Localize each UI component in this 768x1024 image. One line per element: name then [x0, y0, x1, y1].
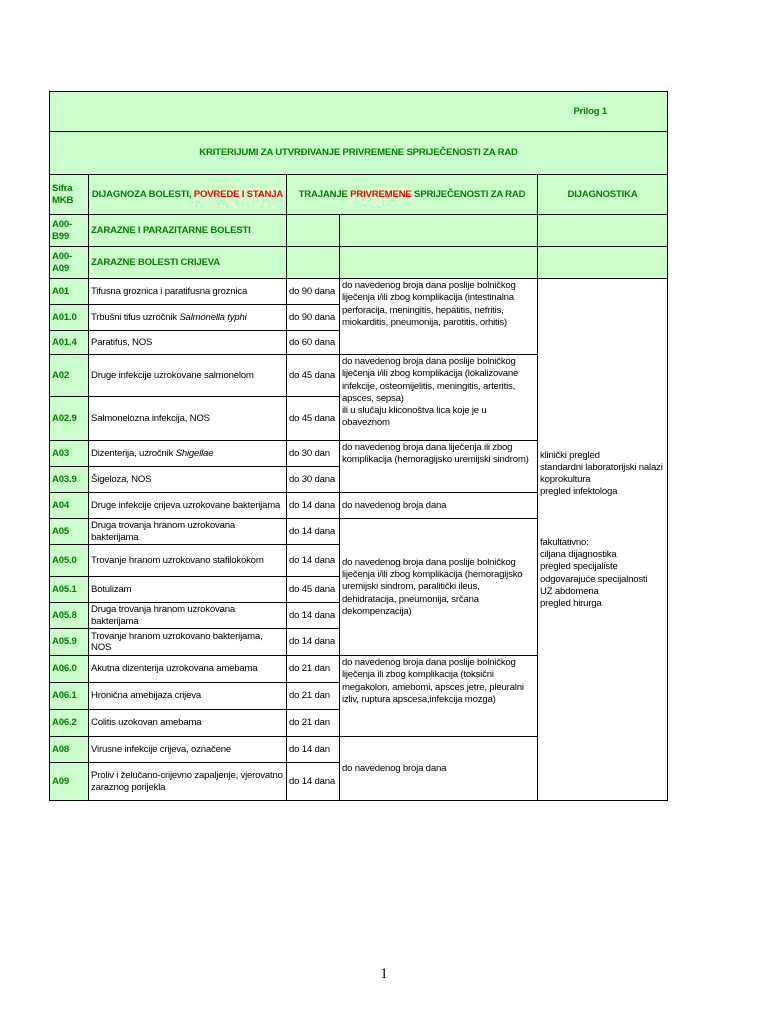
diagnostics-cell	[538, 279, 668, 801]
row-code: A04	[50, 493, 89, 519]
diagnostics-optional: fakultativno: ciljana dijagnostika pregled specijaliste odgovarajuće specijalnosti UZ abdomena pregled hirurga	[540, 536, 648, 610]
row-duration: do 14 dana	[287, 763, 340, 801]
row-diagnosis: Trovanje hranom uzrokovano stafilokokom	[89, 545, 287, 577]
row-duration: do 14 dana	[287, 493, 340, 519]
title-row	[50, 132, 668, 175]
row-diagnosis: Šigeloza, NOS	[89, 467, 287, 493]
group-name: ZARAZNE I PARAZITARNE BOLESTI	[89, 215, 287, 247]
row-diagnosis: Salmonelozna infekcija, NOS	[89, 397, 287, 441]
row-code: A05.1	[50, 577, 89, 603]
row-code: A03	[50, 441, 89, 467]
row-duration: do 21 dan	[287, 710, 340, 737]
row-diagnosis: Hronična amebijaza crijeva	[89, 683, 287, 710]
table-row	[50, 279, 668, 305]
row-diagnosis: Druge infekcije crijeva uzrokovane bakterijama	[89, 493, 287, 519]
row-diagnosis: Dizenterija, uzročnik Shigellae	[89, 441, 287, 467]
row-duration: do 30 dan	[287, 441, 340, 467]
row-diagnosis: Druga trovanja hranom uzrokovana bakterijama	[89, 603, 287, 629]
row-code: A05	[50, 519, 89, 545]
row-duration: do 90 dana	[287, 279, 340, 305]
group-row	[50, 247, 668, 279]
group-name: ZARAZNE BOLESTI CRIJEVA	[89, 247, 287, 279]
duration-note-a04: do navedenog broja dana	[340, 493, 538, 519]
duration-note-typhoid: do navedenog broja dana poslije bolničkog liječenja i/ili zbog komplikacija (intestinalna perforacija, meningitis, hepatitis, nefritis, miokarditis, pneumonija, parotitis, orhitis)	[340, 279, 538, 355]
row-code: A01.4	[50, 331, 89, 355]
row-duration: do 60 dana	[287, 331, 340, 355]
row-duration: do 14 dana	[287, 603, 340, 629]
group-code: A00-A09	[50, 247, 89, 279]
row-code: A01	[50, 279, 89, 305]
row-diagnosis: Paratifus, NOS	[89, 331, 287, 355]
row-duration: do 14 dana	[287, 629, 340, 656]
row-diagnosis: Colitis uzokovan amebama	[89, 710, 287, 737]
group-row	[50, 215, 668, 247]
duration-note-a08-a09: do navedenog broja dana	[340, 737, 538, 801]
header-duration: TRAJANJE PRIVREMENE SPRIJEČENOSTI ZA RAD	[287, 175, 538, 215]
duration-note-amoebic: do navedenog broja dana poslije bolničkog liječenja ili zbog komplikacija (toksični megakolon, amebomi, apsces jetre, pleuralni izliv, ruptura apscesa,infekcija mozga)	[340, 656, 538, 737]
header-diagnosis: DIJAGNOZA BOLESTI, POVREDE I STANJA	[89, 175, 287, 215]
row-diagnosis: Tifusna groznica i paratifusna groznica	[89, 279, 287, 305]
annex-label: Prilog 1	[50, 92, 668, 132]
group-code: A00-B99	[50, 215, 89, 247]
page-number: 1	[380, 966, 388, 982]
criteria-table	[49, 91, 668, 801]
duration-note-salmonella: do navedenog broja dana poslije bolničkog liječenja i/ili zbog komplikacija (lokalizovane infekcije, osteomijelitis, meningitis, arteritis, apsces, sepsa) ili u slučaju kliconoštva lica koje je u obaveznom	[340, 355, 538, 441]
row-duration: do 21 dan	[287, 683, 340, 710]
row-duration: do 45 dana	[287, 397, 340, 441]
row-code: A05.8	[50, 603, 89, 629]
row-code: A02	[50, 355, 89, 397]
row-code: A01.0	[50, 305, 89, 331]
row-diagnosis: Druge infekcije uzrokovane salmonelom	[89, 355, 287, 397]
row-code: A08	[50, 737, 89, 763]
row-code: A05.0	[50, 545, 89, 577]
duration-note-shigella: do navedenog broja dana liječenja ili zbog komplikacija (hemoragijsko uremijski sindrom)	[340, 441, 538, 493]
row-diagnosis: Akutna dizenterija uzrokovana amebama	[89, 656, 287, 683]
row-diagnosis: Trbušni tifus uzročnik Salmonella typhi	[89, 305, 287, 331]
row-code: A02.9	[50, 397, 89, 441]
row-diagnosis: Druga trovanja hranom uzrokovana bakterijama	[89, 519, 287, 545]
document-title: KRITERIJUMI ZA UTVRĐIVANJE PRIVREMENE SPRIJEČENOSTI ZA RAD	[50, 132, 668, 175]
annex-row	[50, 92, 668, 132]
diagnostics-mandatory: klinički pregled standardni laboratorijski nalazi koprokultura pregled infektologa	[540, 449, 663, 498]
row-duration: do 45 dana	[287, 355, 340, 397]
row-duration: do 90 dana	[287, 305, 340, 331]
row-diagnosis: Trovanje hranom uzrokovano bakterijama, NOS	[89, 629, 287, 656]
header-diagnostics: DIJAGNOSTIKA	[538, 175, 668, 215]
row-duration: do 14 dan	[287, 737, 340, 763]
row-code: A06.2	[50, 710, 89, 737]
row-code: A05.9	[50, 629, 89, 656]
row-code: A06.1	[50, 683, 89, 710]
row-duration: do 14 dana	[287, 545, 340, 577]
row-duration: do 45 dana	[287, 577, 340, 603]
row-code: A09	[50, 763, 89, 801]
row-diagnosis: Botulizam	[89, 577, 287, 603]
row-diagnosis: Proliv i želučano-crijevno zapaljenje, vjerovatno zaraznog porijekla	[89, 763, 287, 801]
duration-note-food-poisoning: do navedenog broja dana poslije bolničkog liječenja i/ili zbog komplikacija (hemoragijsko uremijski sindrom, paralitički ileus, dehidratacija, pneumonija, srčana dekompenzacija)	[340, 519, 538, 656]
row-duration: do 21 dan	[287, 656, 340, 683]
row-duration: do 14 dana	[287, 519, 340, 545]
header-row	[50, 175, 668, 215]
row-duration: do 30 dana	[287, 467, 340, 493]
header-code: Sifra MKB	[50, 175, 89, 215]
row-diagnosis: Virusne infekcije crijeva, označene	[89, 737, 287, 763]
row-code: A06.0	[50, 656, 89, 683]
row-code: A03.9	[50, 467, 89, 493]
